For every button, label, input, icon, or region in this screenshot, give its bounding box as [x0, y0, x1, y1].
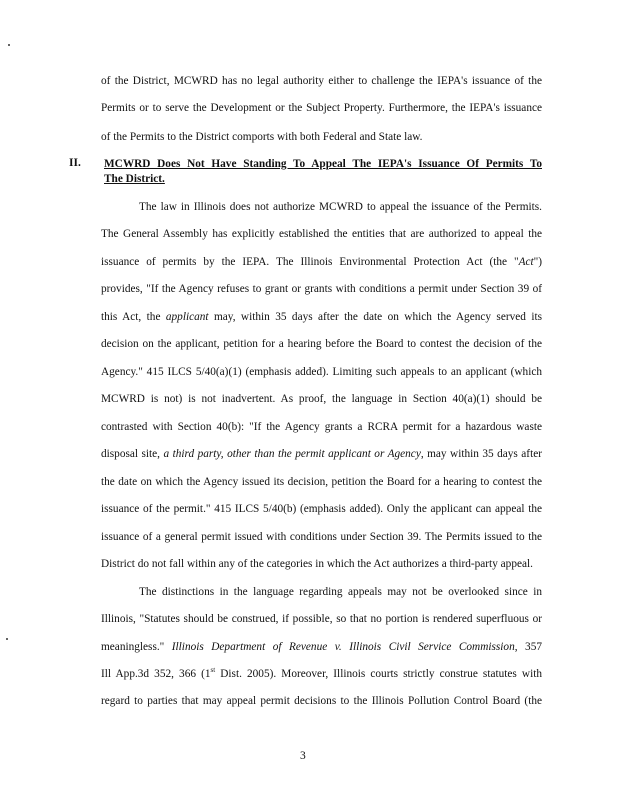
text-line: of the District, MCWRD has no legal authority either to challenge the IEPA's issuance of the — [101, 75, 542, 87]
section-heading: MCWRD Does Not Have Standing To Appeal The IEPA's Issuance Of Permits To — [104, 158, 542, 170]
text-line: decision on the applicant, petition for a hearing before the Board to contest the decision of the — [101, 338, 542, 350]
text-line: District do not fall within any of the categories in which the Act authorizes a third-party appeal. — [101, 558, 533, 570]
text-line: provides, "If the Agency refuses to grant or grants with conditions a permit under Section 39 of — [101, 283, 542, 295]
text-line: the date on which the Agency issued its decision, petition the Board for a hearing to contest the — [101, 476, 542, 488]
text-line: MCWRD is not) is not inadvertent. As proof, the language in Section 40(a)(1) should be — [101, 393, 542, 405]
text-line: disposal site, a third party, other than the permit applicant or Agency, may within 35 days after — [101, 448, 542, 460]
text-line: Agency." 415 ILCS 5/40(a)(1) (emphasis added). Limiting such appeals to an applicant (which — [101, 366, 542, 378]
text-line: The distinctions in the language regarding appeals may not be overlooked since in — [139, 586, 542, 598]
text-line: this Act, the applicant may, within 35 days after the date on which the Agency served its — [101, 311, 543, 323]
text-line: Ill App.3d 352, 366 (1st Dist. 2005). Moreover, Illinois courts strictly construe statutes with — [101, 666, 542, 680]
text-line: meaningless." Illinois Department of Revenue v. Illinois Civil Service Commission, 357 — [101, 641, 542, 653]
text-line: The General Assembly has explicitly established the entities that are authorized to appeal the — [101, 228, 542, 240]
text-line: Illinois, "Statutes should be construed, if possible, so that no portion is rendered superfluous or — [101, 613, 542, 625]
text-line: The law in Illinois does not authorize MCWRD to appeal the issuance of the Permits. — [139, 201, 542, 213]
page-number: 3 — [300, 750, 306, 762]
text-line: Permits or to serve the Development or the Subject Property. Furthermore, the IEPA's issuance — [101, 102, 542, 114]
section-number: II. — [69, 157, 81, 169]
scan-speck — [6, 638, 8, 640]
text-line: issuance of a general permit issued with conditions under Section 39. The Permits issued to the — [101, 531, 542, 543]
text-line: issuance of the permit." 415 ILCS 5/40(b) (emphasis added). Only the applicant can appeal the — [101, 503, 542, 515]
text-line: issuance of permits by the IEPA. The Illinois Environmental Protection Act (the "Act") — [101, 256, 542, 268]
text-line: contrasted with Section 40(b): "If the Agency grants a RCRA permit for a hazardous waste — [101, 421, 542, 433]
section-heading: The District. — [104, 173, 165, 185]
text-line: of the Permits to the District comports with both Federal and State law. — [101, 131, 423, 143]
scan-speck — [8, 44, 10, 46]
text-line: regard to parties that may appeal permit decisions to the Illinois Pollution Control Board (the — [101, 695, 542, 707]
